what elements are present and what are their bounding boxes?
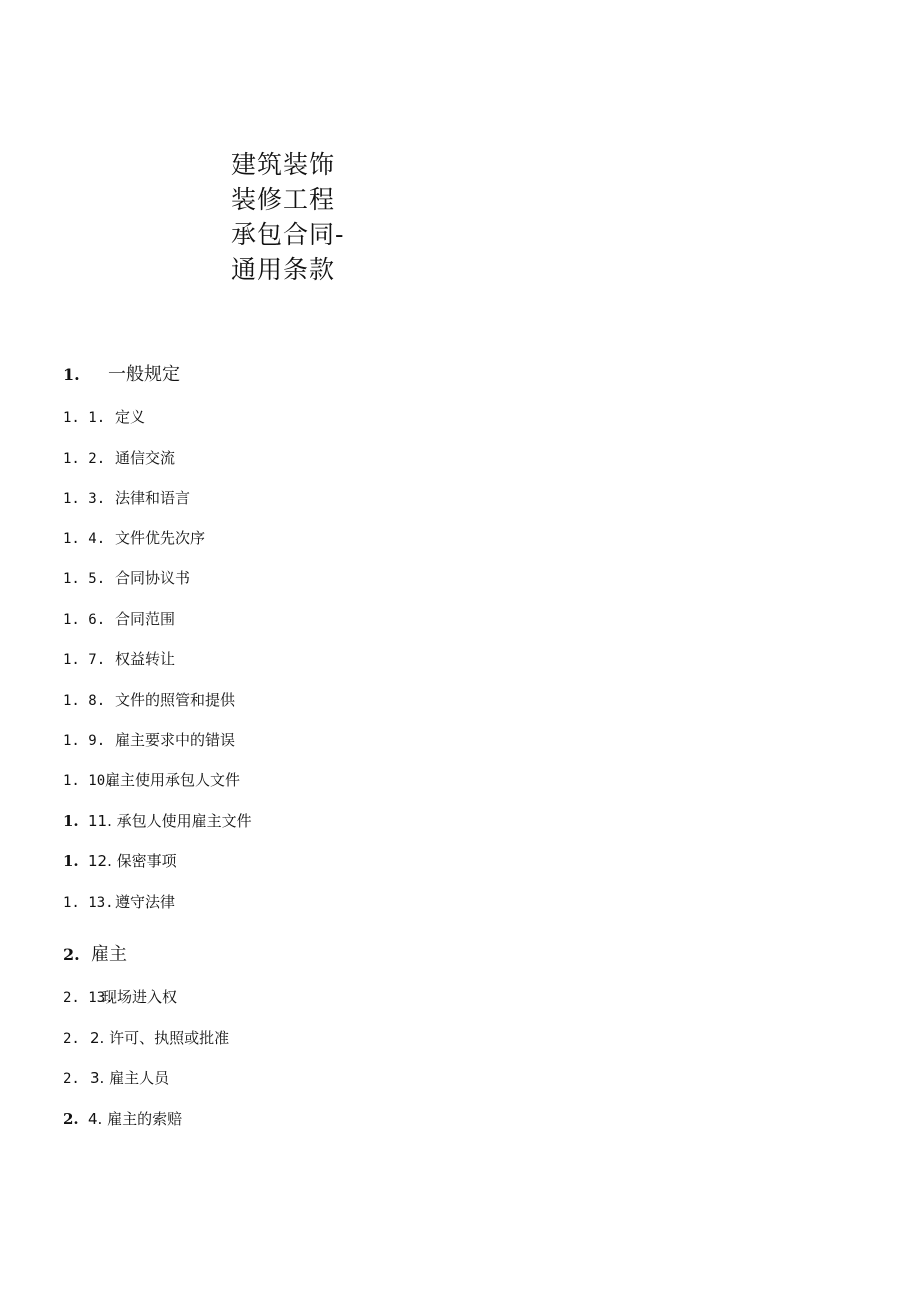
toc-item-1-8: [63, 688, 235, 712]
toc-number: 1. 8.: [63, 693, 106, 709]
toc-number: 2. 13.: [63, 990, 114, 1006]
toc-item-label: 通信交流: [115, 449, 176, 467]
title-line-1: 建筑装饰: [231, 150, 336, 179]
toc-number: 1. 2.: [63, 451, 106, 467]
toc-item-label: 合同协议书: [115, 569, 191, 587]
toc-section-1: [63, 363, 180, 387]
toc-item-2-2: [63, 1026, 229, 1050]
toc-item-1-12: [63, 849, 177, 873]
toc-number: 1. 6.: [63, 612, 106, 628]
toc-number: 1. 9.: [63, 733, 106, 749]
toc-item-label: 遵守法律: [115, 893, 176, 911]
toc-item-2-3: [63, 1066, 169, 1090]
title-line-4: 通用条款: [231, 255, 336, 284]
toc-item-1-11: [63, 809, 252, 833]
toc-item-1-4: [63, 526, 205, 550]
toc-item-1-1: [63, 405, 145, 429]
toc-number: 1. 10.: [63, 773, 114, 789]
toc-item-label: 文件优先次序: [115, 529, 206, 547]
toc-item-label: 雇主要求中的错误: [115, 731, 236, 749]
toc-number: 1. 1.: [63, 410, 106, 426]
toc-item-1-7: [63, 647, 175, 671]
toc-item-label: 定义: [115, 408, 146, 426]
title-line-2: 装修工程: [231, 185, 336, 214]
toc-number: 2.: [63, 945, 80, 964]
toc-heading: 一般规定: [108, 364, 180, 385]
toc-number: 1. 7.: [63, 652, 106, 668]
toc-number: 2.: [63, 1031, 80, 1047]
toc-item-2-1: [63, 985, 177, 1009]
title-line-3: 承包合同-: [231, 220, 345, 249]
toc-item-label: 法律和语言: [115, 489, 191, 507]
toc-number: 2.: [63, 1110, 79, 1128]
toc-item-label: 11. 承包人使用雇主文件: [88, 812, 252, 830]
toc-item-1-6: [63, 607, 175, 631]
toc-number: 1.: [63, 852, 79, 870]
toc-number: 1. 4.: [63, 531, 106, 547]
toc-item-label: 现场进入权: [102, 988, 178, 1006]
toc-item-1-10: [63, 768, 240, 792]
toc-item-2-4: [63, 1107, 182, 1131]
toc-item-label: 文件的照管和提供: [115, 691, 236, 709]
toc-item-1-5: [63, 566, 190, 590]
toc-item-label: 4. 雇主的索赔: [88, 1110, 183, 1128]
toc-item-1-2: [63, 446, 175, 470]
toc-number: 2.: [63, 1071, 80, 1087]
toc-item-1-9: [63, 728, 235, 752]
toc-number: 1. 5.: [63, 571, 106, 587]
document-title: [231, 147, 344, 287]
toc-item-1-13: [63, 890, 175, 914]
toc-item-label: 合同范围: [115, 610, 176, 628]
toc-item-1-3: [63, 486, 190, 510]
toc-item-label: 雇主使用承包人文件: [105, 771, 241, 789]
toc-item-label: 权益转让: [115, 650, 176, 668]
toc-number: 1.: [63, 812, 79, 830]
toc-section-2: [63, 943, 127, 967]
toc-number: 1.: [63, 365, 80, 384]
toc-item-label: 12. 保密事项: [88, 852, 177, 870]
toc-item-label: 2. 许可、执照或批准: [90, 1029, 230, 1047]
toc-number: 1. 13.: [63, 895, 114, 911]
toc-heading: 雇主: [91, 944, 127, 965]
toc-number: 1. 3.: [63, 491, 106, 507]
toc-item-label: 3. 雇主人员: [90, 1069, 170, 1087]
